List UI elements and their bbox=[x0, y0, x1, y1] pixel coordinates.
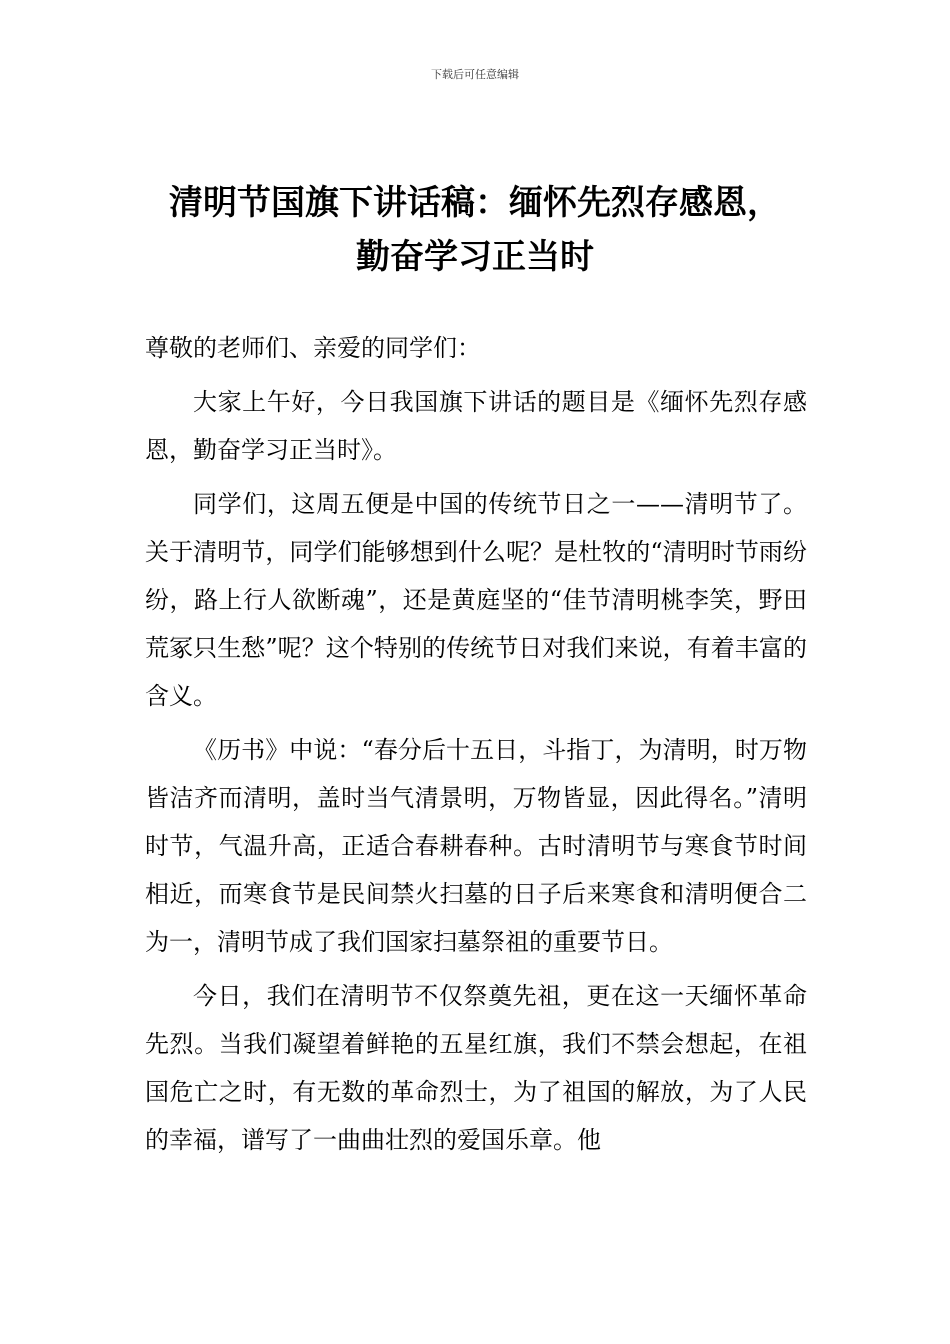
paragraph-1: 大家上午好，今日我国旗下讲话的题目是《缅怀先烈存感恩，勤奋学习正当时》。 bbox=[145, 388, 807, 464]
header-note: 下载后可任意编辑 bbox=[431, 68, 519, 81]
title-line-2: 勤奋学习正当时 bbox=[356, 237, 594, 277]
document-title bbox=[120, 176, 830, 284]
paragraph-4: 今日，我们在清明节不仅祭奠先祖，更在这一天缅怀革命先烈。当我们凝望着鲜艳的五星红旗，我们不禁会想起，在祖国危亡之时，有无数的革命烈士，为了祖国的解放，为了人民的幸福，谱写了一曲曲壮烈的爱国乐章。他 bbox=[145, 982, 807, 1154]
paragraph-2: 同学们，这周五便是中国的传统节日之一——清明节了。关于清明节，同学们能够想到什么呢？是杜牧的“清明时节雨纷纷，路上行人欲断魂”，还是黄庭坚的“佳节清明桃李笑，野田荒冢只生愁”呢？这个特别的传统节日对我们来说，有着丰富的含义。 bbox=[145, 490, 807, 710]
salutation: 尊敬的老师们、亲爱的同学们： bbox=[145, 334, 481, 362]
document-body bbox=[145, 324, 807, 1170]
title-line-1: 清明节国旗下讲话稿：缅怀先烈存感恩， bbox=[169, 183, 781, 223]
paragraph-3: 《历书》中说：“春分后十五日，斗指丁，为清明，时万物皆洁齐而清明，盖时当气清景明，万物皆显，因此得名。”清明时节，气温升高，正适合春耕春种。古时清明节与寒食节时间相近，而寒食节是民间禁火扫墓的日子后来寒食和清明便合二为一，清明节成了我们国家扫墓祭祖的重要节日。 bbox=[145, 736, 807, 956]
